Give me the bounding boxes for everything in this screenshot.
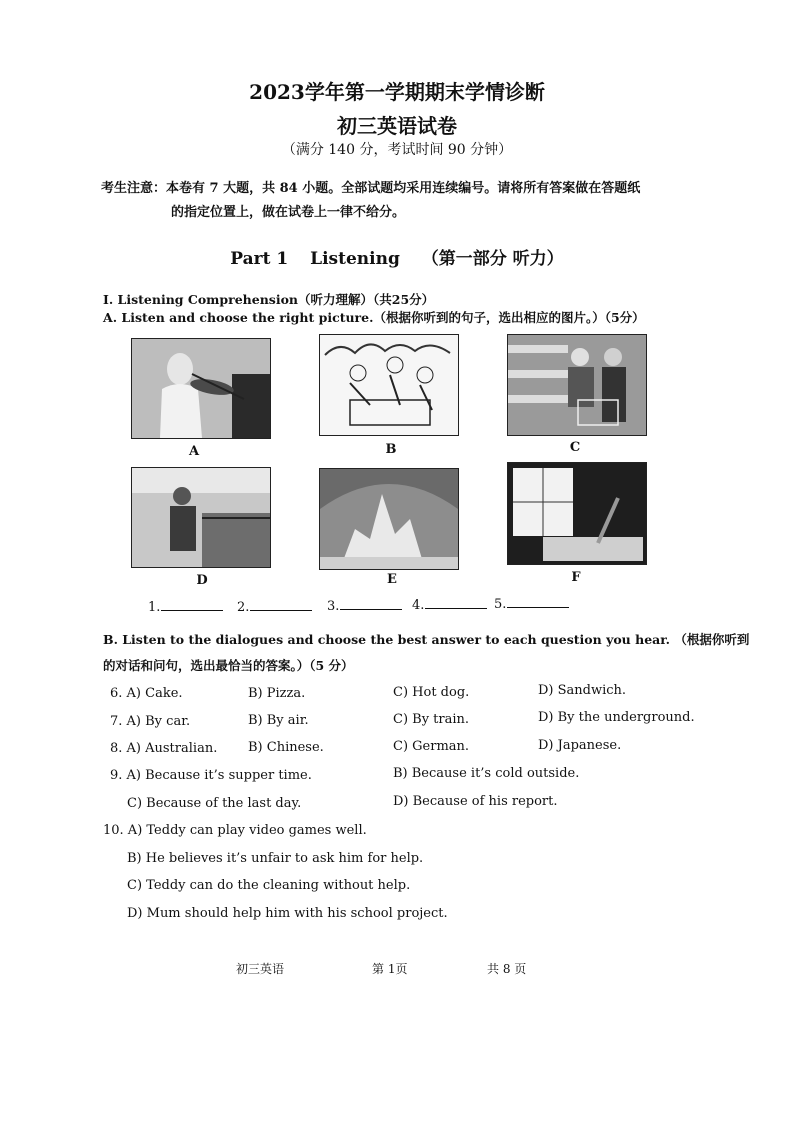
clothes-shop-image bbox=[132, 468, 270, 567]
picture-label-a: A bbox=[188, 444, 200, 459]
picture-e-ice-sculpture bbox=[319, 468, 459, 570]
part-name: Listening bbox=[310, 249, 400, 269]
q10-option-c: C) Teddy can do the cleaning without help. bbox=[127, 878, 411, 893]
answer-blank-5[interactable] bbox=[494, 595, 569, 612]
blank-line bbox=[425, 596, 487, 609]
q7-option-d: D) By the underground. bbox=[538, 710, 695, 725]
picnic-image bbox=[320, 335, 458, 435]
q10-option-b: B) He believes it’s unfair to ask him for help. bbox=[127, 851, 424, 866]
violin-girl-image bbox=[132, 339, 270, 438]
footer-subject: 初三英语 bbox=[236, 962, 285, 976]
q6-option-b: B) Pizza. bbox=[248, 686, 306, 701]
q6-option-a: 6. A) Cake. bbox=[110, 686, 183, 701]
q8-option-a: 8. A) Australian. bbox=[110, 741, 218, 756]
supermarket-image bbox=[508, 335, 646, 435]
ice-sculpture-image bbox=[320, 469, 458, 569]
section-1-title: I. Listening Comprehension（听力理解）（共25分） bbox=[103, 292, 435, 307]
q10-option-a: 10. A) Teddy can play video games well. bbox=[103, 823, 367, 838]
picture-c-supermarket bbox=[507, 334, 647, 436]
exam-subtitle: 初三英语试卷 bbox=[337, 114, 457, 138]
section-a-title: A. Listen and choose the right picture.（根据你听到的句子，选出相应的图片。）（5分） bbox=[103, 310, 645, 325]
q9-option-b: B) Because it’s cold outside. bbox=[393, 766, 580, 781]
blank-number: 5. bbox=[494, 597, 507, 612]
picture-b-picnic bbox=[319, 334, 459, 436]
q8-option-d: D) Japanese. bbox=[538, 738, 622, 753]
q9-option-c: C) Because of the last day. bbox=[127, 796, 302, 811]
section-b-title-2: 的对话和问句，选出最恰当的答案。）（5 分） bbox=[103, 658, 354, 673]
blank-line bbox=[161, 598, 223, 611]
blank-number: 4. bbox=[412, 598, 425, 613]
part-name-cn: （第一部分 听力） bbox=[421, 249, 564, 269]
blank-line bbox=[340, 597, 402, 610]
computer-drawing-image bbox=[508, 463, 646, 564]
q8-option-b: B) Chinese. bbox=[248, 740, 324, 755]
picture-f-computer-drawing bbox=[507, 462, 647, 565]
picture-label-c: C bbox=[569, 440, 581, 455]
blank-number: 1. bbox=[148, 600, 161, 615]
answer-blank-3[interactable] bbox=[327, 597, 402, 614]
exam-title: 2023学年第一学期期末学情诊断 bbox=[249, 80, 545, 104]
q6-option-d: D) Sandwich. bbox=[538, 683, 627, 698]
blank-line bbox=[507, 595, 569, 608]
blank-line bbox=[250, 598, 312, 611]
q8-option-c: C) German. bbox=[393, 739, 470, 754]
section-b-title-1: B. Listen to the dialogues and choose the best answer to each question you hear. （根据你听到 bbox=[103, 632, 750, 647]
q7-option-b: B) By air. bbox=[248, 713, 309, 728]
answer-blank-1[interactable] bbox=[148, 598, 223, 615]
picture-label-d: D bbox=[196, 573, 208, 588]
q9-option-d: D) Because of his report. bbox=[393, 794, 558, 809]
part-number: Part 1 bbox=[230, 249, 289, 269]
q7-option-c: C) By train. bbox=[393, 712, 470, 727]
blank-number: 3. bbox=[327, 599, 340, 614]
picture-label-b: B bbox=[385, 442, 397, 457]
notice-line-1: 考生注意：本卷有 7 大题，共 84 小题。全部试题均采用连续编号。请将所有答案做在答题纸 bbox=[101, 181, 641, 196]
q10-option-d: D) Mum should help him with his school project. bbox=[127, 906, 448, 921]
part-heading bbox=[0, 244, 794, 269]
blank-number: 2. bbox=[237, 600, 250, 615]
q9-option-a: 9. A) Because it’s supper time. bbox=[110, 768, 312, 783]
score-info: （满分 140 分，考试时间 90 分钟） bbox=[281, 142, 513, 158]
footer-total-pages: 共 8 页 bbox=[487, 962, 527, 976]
answer-blank-4[interactable] bbox=[412, 596, 487, 613]
footer-page-number: 第 1页 bbox=[372, 962, 408, 976]
answer-blank-2[interactable] bbox=[237, 598, 312, 615]
picture-label-e: E bbox=[387, 572, 397, 587]
q6-option-c: C) Hot dog. bbox=[393, 685, 470, 700]
picture-label-f: F bbox=[571, 570, 581, 585]
picture-d-clothes-shop bbox=[131, 467, 271, 568]
q7-option-a: 7. A) By car. bbox=[110, 714, 191, 729]
notice-line-2: 的指定位置上，做在试卷上一律不给分。 bbox=[171, 205, 406, 220]
picture-a-violin-girl bbox=[131, 338, 271, 439]
